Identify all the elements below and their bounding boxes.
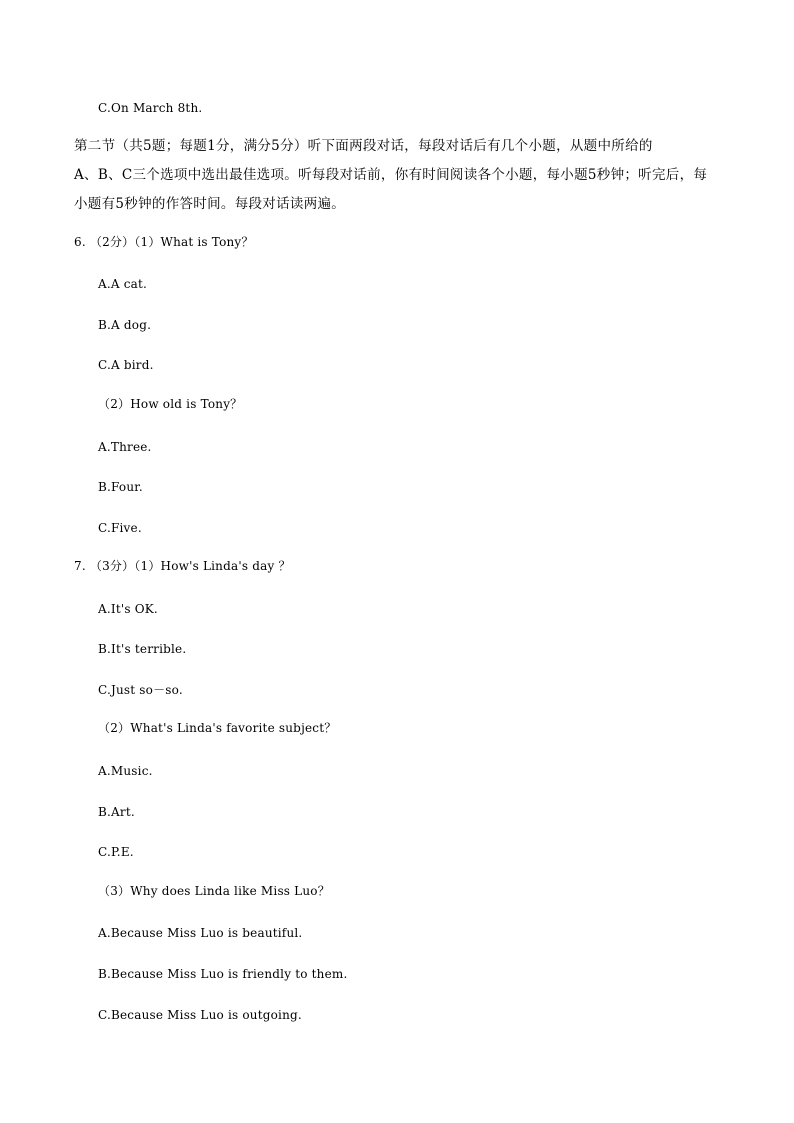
question-6-1-option-b: B.A dog. (98, 318, 152, 332)
question-7-2-stem: （2）What's Linda's favorite subject？ (98, 721, 337, 735)
section-instructions (74, 132, 724, 219)
question-6-1-option-a: A.A cat. (98, 277, 148, 291)
section-instructions-line: 小题有5秒钟的作答时间。每段对话读两遍。 (74, 196, 346, 212)
question-7-3-option-a: A.Because Miss Luo is beautiful. (98, 926, 303, 940)
question-7-3-stem: （3）Why does Linda like Miss Luo？ (98, 884, 330, 898)
question-7-3-option-b: B.Because Miss Luo is friendly to them. (98, 967, 348, 981)
question-6-2-option-a: A.Three. (98, 440, 152, 454)
question-7-3-option-c: C.Because Miss Luo is outgoing. (98, 1008, 302, 1022)
question-7-1-option-b: B.It's terrible. (98, 642, 187, 656)
question-7-1-option-c: C.Just so－so. (98, 683, 183, 697)
question-7-2-option-b: B.Art. (98, 805, 135, 819)
question-6-2-stem: （2）How old is Tony？ (98, 397, 243, 411)
question-7-2-option-c: C.P.E. (98, 845, 134, 859)
question-6-2-option-c: C.Five. (98, 521, 142, 535)
section-instructions-line: 第二节（共5题；每题1分，满分5分）听下面两段对话，每段对话后有几个小题，从题中所给的 (74, 138, 653, 154)
question-6-stem: 6. （2分）（1）What is Tony？ (74, 235, 254, 249)
question-6-2-option-b: B.Four. (98, 480, 143, 494)
question-6-1-option-c: C.A bird. (98, 358, 154, 372)
question-7-stem: 7. （3分）（1）How's Linda's day ？ (74, 559, 291, 573)
section-instructions-line: A、B、C三个选项中选出最佳选项。听每段对话前，你有时间阅读各个小题，每小题5秒钟；听完后，每 (74, 167, 708, 183)
question-7-2-option-a: A.Music. (98, 764, 153, 778)
question-7-1-option-a: A.It's OK. (98, 602, 158, 616)
prev-question-option-c: C.On March 8th. (98, 101, 203, 115)
